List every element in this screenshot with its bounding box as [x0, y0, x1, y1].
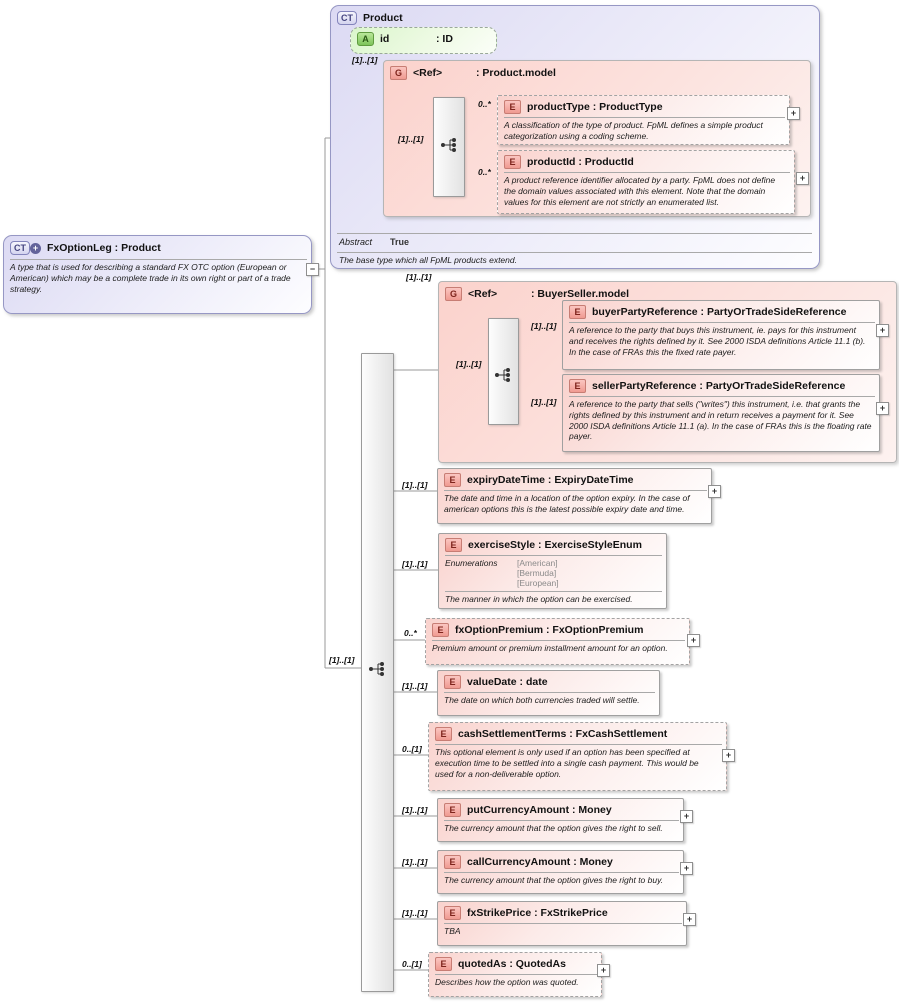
cardinality-label: [1]..[1]: [406, 272, 432, 282]
element-badge: E: [444, 675, 461, 689]
element-badge: E: [435, 957, 452, 971]
attribute-type: : ID: [436, 33, 453, 45]
enumerations-label: Enumerations: [445, 558, 498, 568]
divider: [569, 396, 875, 397]
element-label: exerciseStyle : ExerciseStyleEnum: [468, 539, 642, 551]
element-badge: E: [435, 727, 452, 741]
element-box-fxOptionPremium: [425, 618, 690, 665]
divider: [504, 172, 790, 173]
element-description: The date and time in a location of the option expiry. In the case of american options this is the latest possible expiry date and time.: [444, 493, 690, 514]
element-box-valueDate: [437, 670, 660, 716]
element-description: A reference to the party that buys this instrument, ie. pays for this instrument and receives the rights defined by it. See 2000 ISDA definitions Article 11.1 (b). In the case of FRAs this the fixed rate payer.: [569, 325, 866, 357]
sequence-icon: [440, 137, 458, 153]
element-badge: E: [444, 803, 461, 817]
element-description: Premium amount or premium installment amount for an option.: [432, 643, 668, 653]
product-footer-description: The base type which all FpML products extend.: [339, 255, 517, 265]
product-header: [331, 6, 819, 25]
element-box-sellerPartyReference: [562, 374, 880, 452]
divider: [435, 744, 722, 745]
element-label: buyerPartyReference : PartyOrTradeSideReference: [592, 306, 847, 318]
expand-button[interactable]: +: [687, 634, 700, 647]
attribute-box-id: [350, 27, 497, 54]
element-label: callCurrencyAmount : Money: [467, 856, 613, 868]
element-description: A reference to the party that sells ("writes") this instrument, i.e. that grants the rights defined by this instrument and in return receives a payment for it. See 2000 ISDA definitions Article 11.1 (a). In the case of FRAs this is the floating rate payer.: [569, 399, 872, 442]
sequence-icon: [368, 661, 386, 677]
element-label: expiryDateTime : ExpiryDateTime: [467, 474, 634, 486]
cardinality-label: 0..*: [404, 628, 417, 638]
expand-button[interactable]: +: [787, 107, 800, 120]
element-badge: E: [569, 379, 586, 393]
cardinality-label: [1]..[1]: [456, 359, 482, 369]
abstract-label: Abstract: [339, 237, 373, 247]
cardinality-label: 0..*: [478, 99, 491, 109]
divider: [444, 820, 679, 821]
element-label: valueDate : date: [467, 676, 548, 688]
element-label: cashSettlementTerms : FxCashSettlement: [458, 728, 668, 740]
expand-button[interactable]: +: [796, 172, 809, 185]
sequence-bar: [433, 97, 465, 197]
element-label: productId : ProductId: [527, 156, 634, 168]
group-badge: G: [390, 66, 407, 80]
product-title: Product: [363, 12, 403, 24]
enumeration-values: [517, 558, 559, 588]
cardinality-label: [1]..[1]: [352, 55, 378, 65]
cardinality-label: [1]..[1]: [402, 805, 428, 815]
element-description: Describes how the option was quoted.: [435, 977, 579, 987]
divider: [569, 322, 875, 323]
fx-option-leg-title: FxOptionLeg : Product: [47, 242, 161, 254]
expand-button[interactable]: +: [597, 964, 610, 977]
divider: [504, 117, 785, 118]
element-box-expiryDateTime: [437, 468, 712, 524]
abstract-value: True: [390, 237, 410, 247]
enum-value: [European]: [517, 578, 559, 588]
element-badge: E: [444, 906, 461, 920]
element-label: putCurrencyAmount : Money: [467, 804, 612, 816]
element-label: fxOptionPremium : FxOptionPremium: [455, 624, 644, 636]
element-badge: E: [444, 855, 461, 869]
element-badge: E: [504, 155, 521, 169]
complex-type-badge: CT: [10, 241, 30, 255]
cardinality-label: [1]..[1]: [531, 321, 557, 331]
element-description: The currency amount that the option gives the right to buy.: [444, 875, 664, 885]
cardinality-label: 0..[1]: [402, 959, 422, 969]
divider: [444, 692, 655, 693]
element-description: A classification of the type of product. FpML defines a simple product categorization using a coding scheme.: [504, 120, 763, 141]
fx-option-leg-description: A type that is used for describing a standard FX OTC option (European or American) which may be a complete trade in its own right or part of a trade strategy.: [10, 262, 291, 294]
expand-button[interactable]: +: [680, 862, 693, 875]
element-badge: E: [569, 305, 586, 319]
group-type: : Product.model: [476, 67, 556, 79]
expand-button[interactable]: +: [680, 810, 693, 823]
expand-button[interactable]: +: [876, 324, 889, 337]
element-label: sellerPartyReference : PartyOrTradeSideReference: [592, 380, 846, 392]
enum-value: [Bermuda]: [517, 568, 557, 578]
cardinality-label: [1]..[1]: [531, 397, 557, 407]
divider: [337, 252, 812, 253]
divider: [444, 872, 679, 873]
collapse-button[interactable]: −: [306, 263, 319, 276]
element-box-fxStrikePrice: [437, 901, 687, 946]
cardinality-label: [1]..[1]: [402, 480, 428, 490]
expand-button[interactable]: +: [876, 402, 889, 415]
element-label: quotedAs : QuotedAs: [458, 958, 566, 970]
element-description: This optional element is only used if an option has been specified at execution time to be settled into a single cash payment. This would be used for a non-deliverable option.: [435, 747, 699, 779]
expand-button[interactable]: +: [708, 485, 721, 498]
divider: [337, 233, 812, 234]
element-box-callCurrencyAmount: [437, 850, 684, 894]
divider: [445, 591, 662, 592]
element-description: A product reference identifier allocated by a party. FpML does not define the domain values associated with this element. Note that the domain values for this element are not strictly an enumerated list.: [504, 175, 776, 207]
element-badge: E: [445, 538, 462, 552]
sequence-bar: [361, 353, 394, 992]
fx-option-leg-box: [3, 235, 312, 314]
cardinality-label: [1]..[1]: [402, 559, 428, 569]
element-label: productType : ProductType: [527, 101, 663, 113]
element-box-buyerPartyReference: [562, 300, 880, 370]
group-badge: G: [445, 287, 462, 301]
enumerations-row: [445, 558, 659, 588]
expand-button[interactable]: +: [683, 913, 696, 926]
element-badge: E: [504, 100, 521, 114]
divider: [444, 923, 682, 924]
group-type: : BuyerSeller.model: [531, 288, 630, 300]
cardinality-label: [1]..[1]: [402, 681, 428, 691]
element-box-cashSettlementTerms: [428, 722, 727, 791]
element-description: The currency amount that the option gives the right to sell.: [444, 823, 663, 833]
sequence-icon: [494, 367, 512, 383]
element-description: TBA: [444, 926, 461, 936]
element-description: The manner in which the option can be exercised.: [445, 594, 633, 604]
element-box-productId: [497, 150, 795, 214]
element-box-quotedAs: [428, 952, 602, 997]
group-name: <Ref>: [413, 67, 443, 79]
enum-value: [American]: [517, 558, 558, 568]
divider: [435, 974, 597, 975]
divider: [444, 490, 707, 491]
element-box-productType: [497, 95, 790, 145]
group-name: <Ref>: [468, 288, 498, 300]
element-box-exerciseStyle: [438, 533, 667, 609]
attribute-name: id: [380, 33, 390, 45]
divider: [432, 640, 685, 641]
sequence-bar: [488, 318, 519, 425]
expand-button[interactable]: +: [722, 749, 735, 762]
element-badge: E: [432, 623, 449, 637]
element-badge: E: [444, 473, 461, 487]
cardinality-label: [1]..[1]: [329, 655, 355, 665]
cardinality-label: [1]..[1]: [402, 908, 428, 918]
element-label: fxStrikePrice : FxStrikePrice: [467, 907, 608, 919]
cardinality-label: [1]..[1]: [402, 857, 428, 867]
cardinality-label: [1]..[1]: [398, 134, 424, 144]
element-description: The date on which both currencies traded will settle.: [444, 695, 640, 705]
element-box-putCurrencyAmount: [437, 798, 684, 842]
extension-icon: +: [30, 243, 41, 254]
complex-type-badge: CT: [337, 11, 357, 25]
cardinality-label: 0..*: [478, 167, 491, 177]
attribute-badge: A: [357, 32, 374, 46]
cardinality-label: 0..[1]: [402, 744, 422, 754]
divider: [10, 259, 307, 260]
divider: [445, 555, 662, 556]
abstract-row: [339, 237, 409, 247]
